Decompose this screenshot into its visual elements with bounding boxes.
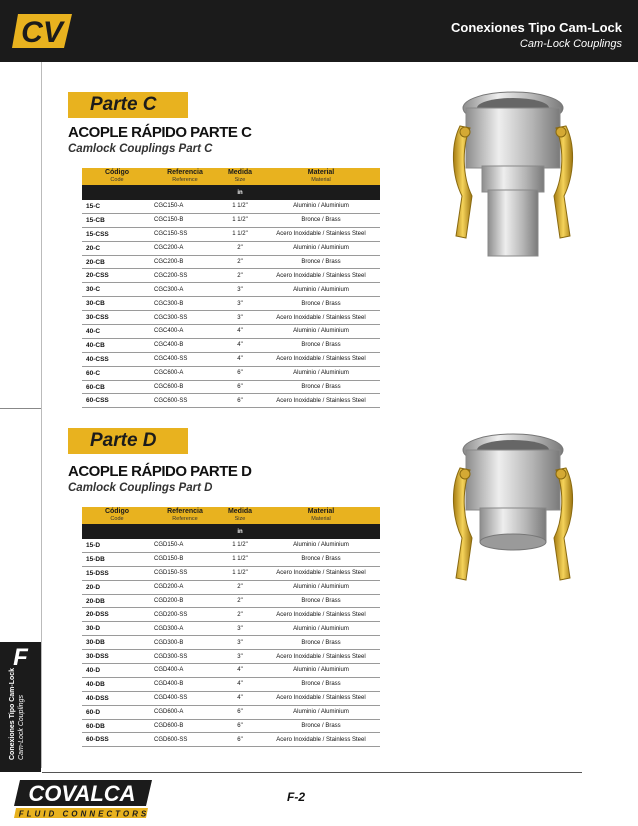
table-row — [82, 200, 380, 213]
table-row — [82, 691, 380, 705]
cell-reference: CGD150-SS — [152, 566, 218, 580]
cell-reference: CGD300-B — [152, 636, 218, 650]
table-row — [82, 311, 380, 325]
cell-material: Acero Inoxidable / Stainless Steel — [262, 394, 380, 408]
cell-reference: CGC300-A — [152, 283, 218, 297]
cell-size: 1 1/2" — [218, 213, 262, 227]
cell-material: Aluminio / Aluminium — [262, 580, 380, 594]
section-d-title: ACOPLE RÁPIDO PARTE D — [68, 463, 252, 480]
cell-size: 6" — [218, 705, 262, 719]
cell-material: Acero Inoxidable / Stainless Steel — [262, 352, 380, 366]
table-row — [82, 366, 380, 380]
cell-material: Acero Inoxidable / Stainless Steel — [262, 691, 380, 705]
table-part-d-body — [82, 539, 380, 747]
table-row — [82, 241, 380, 255]
section-c-subtitle: Camlock Couplings Part C — [68, 143, 213, 155]
cell-code: 20-CSS — [82, 269, 152, 283]
table-row — [82, 227, 380, 241]
part-d-label: Parte D — [90, 430, 157, 451]
cell-code: 15-CB — [82, 213, 152, 227]
cell-size: 1 1/2" — [218, 566, 262, 580]
cell-code: 40-CSS — [82, 352, 152, 366]
cell-reference: CGC200-SS — [152, 269, 218, 283]
cell-size: 4" — [218, 677, 262, 691]
table-part-c — [82, 168, 380, 408]
cell-reference: CGC300-SS — [152, 311, 218, 325]
table-row — [82, 705, 380, 719]
cell-size: 2" — [218, 580, 262, 594]
cell-code: 15-C — [82, 200, 152, 213]
cell-reference: CGC200-A — [152, 241, 218, 255]
part-d-banner — [68, 428, 188, 454]
cell-material: Aluminio / Aluminium — [262, 366, 380, 380]
cell-code: 30-D — [82, 622, 152, 636]
table-part-c-body — [82, 200, 380, 408]
cell-size: 2" — [218, 241, 262, 255]
table-row — [82, 394, 380, 408]
margin-divider — [0, 408, 41, 409]
cell-size: 3" — [218, 622, 262, 636]
cell-code: 30-CSS — [82, 311, 152, 325]
cell-size: 2" — [218, 608, 262, 622]
cell-reference: CGC400-B — [152, 338, 218, 352]
cell-material: Aluminio / Aluminium — [262, 664, 380, 678]
cell-reference: CGD300-A — [152, 622, 218, 636]
col-header-size: Medida — [218, 168, 262, 177]
cell-size: 3" — [218, 311, 262, 325]
cv-logo-text: CV — [21, 16, 63, 49]
page-number: F-2 — [287, 790, 305, 804]
table-row — [82, 636, 380, 650]
cell-reference: CGD400-B — [152, 677, 218, 691]
cell-material: Bronce / Brass — [262, 552, 380, 566]
table-row — [82, 622, 380, 636]
cell-reference: CGC600-A — [152, 366, 218, 380]
covalca-logo-text: COVALCA — [28, 781, 136, 806]
cell-code: 15-D — [82, 539, 152, 552]
cell-code: 20-DSS — [82, 608, 152, 622]
cell-material: Aluminio / Aluminium — [262, 539, 380, 552]
cell-reference: CGC150-SS — [152, 227, 218, 241]
cell-code: 40-DSS — [82, 691, 152, 705]
cell-reference: CGD400-SS — [152, 691, 218, 705]
cell-code: 60-C — [82, 366, 152, 380]
cell-material: Aluminio / Aluminium — [262, 283, 380, 297]
table-row — [82, 733, 380, 747]
part-d-coupling-image — [448, 422, 578, 592]
cell-material: Bronce / Brass — [262, 213, 380, 227]
col-header-material: Material — [262, 507, 380, 516]
part-c-banner — [68, 92, 188, 118]
cell-material: Acero Inoxidable / Stainless Steel — [262, 650, 380, 664]
cell-size: 3" — [218, 297, 262, 311]
table-row — [82, 566, 380, 580]
side-tab-text-italic: Cam-Lock Couplings — [18, 695, 25, 760]
cell-size: 4" — [218, 664, 262, 678]
cell-reference: CGD150-A — [152, 539, 218, 552]
cell-material: Bronce / Brass — [262, 719, 380, 733]
cell-material: Bronce / Brass — [262, 297, 380, 311]
cell-code: 40-D — [82, 664, 152, 678]
col-header-ref-en: Reference — [152, 516, 218, 524]
cell-size: 2" — [218, 594, 262, 608]
cell-material: Acero Inoxidable / Stainless Steel — [262, 227, 380, 241]
header-title: Conexiones Tipo Cam-Lock — [451, 20, 622, 35]
cell-reference: CGC400-SS — [152, 352, 218, 366]
part-c-coupling-image — [448, 86, 578, 276]
table-row — [82, 352, 380, 366]
cell-reference: CGD200-SS — [152, 608, 218, 622]
cell-material: Acero Inoxidable / Stainless Steel — [262, 311, 380, 325]
cell-code: 60-CSS — [82, 394, 152, 408]
col-header-size: Medida — [218, 507, 262, 516]
col-header-material-en: Material — [262, 516, 380, 524]
cell-size: 3" — [218, 283, 262, 297]
cell-code: 40-C — [82, 325, 152, 339]
cell-material: Bronce / Brass — [262, 594, 380, 608]
table-row — [82, 297, 380, 311]
table-row — [82, 580, 380, 594]
cell-code: 60-DSS — [82, 733, 152, 747]
cell-material: Aluminio / Aluminium — [262, 325, 380, 339]
cell-reference: CGC600-B — [152, 380, 218, 394]
cell-material: Bronce / Brass — [262, 255, 380, 269]
cell-reference: CGC400-A — [152, 325, 218, 339]
cell-size: 3" — [218, 636, 262, 650]
cell-code: 30-DB — [82, 636, 152, 650]
covalca-tagline: FLUID CONNECTORS — [18, 809, 150, 819]
table-row — [82, 338, 380, 352]
cell-size: 1 1/2" — [218, 552, 262, 566]
part-c-label: Parte C — [90, 94, 157, 115]
header-subtitle: Cam-Lock Couplings — [519, 38, 622, 50]
cell-reference: CGD200-A — [152, 580, 218, 594]
table-row — [82, 664, 380, 678]
table-row — [82, 255, 380, 269]
section-d-subtitle: Camlock Couplings Part D — [68, 482, 213, 494]
cell-size: 4" — [218, 325, 262, 339]
col-header-code: Código — [82, 168, 152, 177]
cell-size: 1 1/2" — [218, 227, 262, 241]
cell-size: 6" — [218, 380, 262, 394]
unit-label: in — [218, 185, 262, 200]
cell-size: 2" — [218, 255, 262, 269]
cell-code: 60-D — [82, 705, 152, 719]
cell-material: Aluminio / Aluminium — [262, 705, 380, 719]
cell-reference: CGC300-B — [152, 297, 218, 311]
col-header-ref: Referencia — [152, 507, 218, 516]
cell-reference: CGD400-A — [152, 664, 218, 678]
cell-code: 60-DB — [82, 719, 152, 733]
col-header-size-en: Size — [218, 177, 262, 185]
cell-size: 1 1/2" — [218, 539, 262, 552]
cell-reference: CGC600-SS — [152, 394, 218, 408]
col-header-code-en: Code — [82, 516, 152, 524]
cell-size: 6" — [218, 733, 262, 747]
table-row — [82, 283, 380, 297]
cell-code: 30-DSS — [82, 650, 152, 664]
cell-material: Aluminio / Aluminium — [262, 200, 380, 213]
cell-material: Bronce / Brass — [262, 338, 380, 352]
cell-code: 40-DB — [82, 677, 152, 691]
cell-size: 3" — [218, 650, 262, 664]
col-header-code-en: Code — [82, 177, 152, 185]
cell-size: 6" — [218, 366, 262, 380]
cell-size: 1 1/2" — [218, 200, 262, 213]
cv-logo — [12, 8, 78, 54]
header-bar — [0, 0, 638, 62]
table-row — [82, 719, 380, 733]
cell-code: 15-DB — [82, 552, 152, 566]
cell-reference: CGD600-SS — [152, 733, 218, 747]
cell-reference: CGD150-B — [152, 552, 218, 566]
section-c-title: ACOPLE RÁPIDO PARTE C — [68, 124, 252, 141]
col-header-code: Código — [82, 507, 152, 516]
table-row — [82, 594, 380, 608]
cell-size: 2" — [218, 269, 262, 283]
cell-size: 4" — [218, 691, 262, 705]
cell-material: Bronce / Brass — [262, 636, 380, 650]
cell-material: Acero Inoxidable / Stainless Steel — [262, 269, 380, 283]
cell-code: 20-C — [82, 241, 152, 255]
cell-code: 20-CB — [82, 255, 152, 269]
cell-material: Aluminio / Aluminium — [262, 622, 380, 636]
col-header-material: Material — [262, 168, 380, 177]
cell-material: Acero Inoxidable / Stainless Steel — [262, 733, 380, 747]
cell-reference: CGD600-B — [152, 719, 218, 733]
cell-size: 6" — [218, 394, 262, 408]
table-row — [82, 380, 380, 394]
table-row — [82, 325, 380, 339]
cell-reference: CGD600-A — [152, 705, 218, 719]
col-header-ref-en: Reference — [152, 177, 218, 185]
cell-material: Acero Inoxidable / Stainless Steel — [262, 566, 380, 580]
cell-code: 20-D — [82, 580, 152, 594]
cell-code: 30-CB — [82, 297, 152, 311]
col-header-ref: Referencia — [152, 168, 218, 177]
unit-label: in — [218, 524, 262, 539]
cell-material: Acero Inoxidable / Stainless Steel — [262, 608, 380, 622]
cell-material: Bronce / Brass — [262, 380, 380, 394]
side-tab-letter: F — [13, 644, 28, 671]
cell-material: Aluminio / Aluminium — [262, 241, 380, 255]
cell-code: 15-CSS — [82, 227, 152, 241]
cell-code: 40-CB — [82, 338, 152, 352]
cell-code: 30-C — [82, 283, 152, 297]
cell-size: 4" — [218, 338, 262, 352]
cell-material: Bronce / Brass — [262, 677, 380, 691]
col-header-material-en: Material — [262, 177, 380, 185]
table-row — [82, 677, 380, 691]
cell-reference: CGD300-SS — [152, 650, 218, 664]
cell-reference: CGC150-B — [152, 213, 218, 227]
covalca-logo — [14, 778, 154, 820]
cell-reference: CGC200-B — [152, 255, 218, 269]
col-header-size-en: Size — [218, 516, 262, 524]
table-row — [82, 650, 380, 664]
side-tab-text-bold: Conexiones Tipo Cam-Lock — [9, 667, 16, 760]
cell-code: 20-DB — [82, 594, 152, 608]
footer-divider — [42, 772, 582, 773]
table-row — [82, 213, 380, 227]
cell-size: 6" — [218, 719, 262, 733]
table-part-d — [82, 507, 380, 747]
table-row — [82, 539, 380, 552]
cell-code: 15-DSS — [82, 566, 152, 580]
cell-size: 4" — [218, 352, 262, 366]
table-row — [82, 608, 380, 622]
cell-reference: CGC150-A — [152, 200, 218, 213]
table-row — [82, 269, 380, 283]
table-row — [82, 552, 380, 566]
cell-code: 60-CB — [82, 380, 152, 394]
side-tab-text — [8, 668, 26, 760]
cell-reference: CGD200-B — [152, 594, 218, 608]
